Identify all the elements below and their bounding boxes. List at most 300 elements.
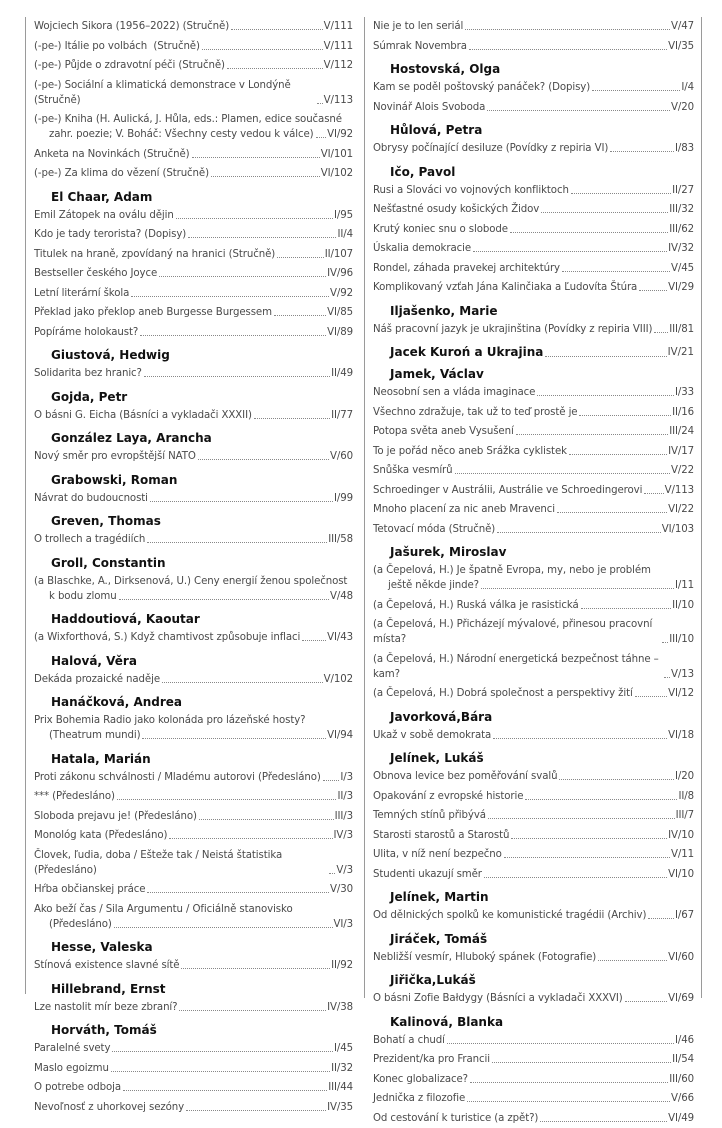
dot-leader: [192, 157, 320, 158]
index-entry: [373, 615, 694, 650]
index-entry: [373, 259, 694, 279]
page-ref: V/3: [336, 863, 353, 878]
entry-title: O trollech a tragédiích: [34, 532, 145, 547]
entry-title: (-pe-) Půjde o zdravotní péči (Stručně): [34, 58, 225, 73]
author-heading: [373, 1014, 694, 1031]
entry-title: Obrysy počínající desiluze (Povídky z repiria VI): [373, 141, 608, 156]
page-ref: I/11: [675, 578, 694, 593]
author-name: Hesse, Valeska: [51, 939, 153, 956]
dot-leader: [147, 542, 327, 543]
author-name: Iljašenko, Marie: [390, 303, 497, 320]
dot-leader: [176, 218, 333, 219]
page-ref: VI/101: [321, 147, 353, 162]
index-entry: [34, 264, 353, 284]
dot-leader: [467, 1101, 670, 1102]
entry-title: Proti zákonu schválnosti / Mladému autorovi (Předesláno): [34, 770, 321, 785]
page-ref: III/24: [669, 424, 694, 439]
index-entry: [34, 37, 353, 57]
entry-continuation-row: [373, 578, 694, 593]
index-entry: [34, 1078, 353, 1098]
entry-title: Súmrak Novembra: [373, 39, 467, 54]
entry-title: *** (Předesláno): [34, 789, 115, 804]
dot-leader: [188, 237, 336, 238]
page-ref: III/58: [328, 532, 353, 547]
entry-title-continuation: k bodu zlomu: [49, 589, 117, 604]
author-heading: [373, 889, 694, 906]
entry-continuation-row: [34, 917, 353, 932]
index-entry: [34, 807, 353, 827]
index-entry: [373, 767, 694, 787]
entry-title: Prezident/ka pro Francii: [373, 1052, 490, 1067]
index-entry: [34, 245, 353, 265]
dot-leader: [119, 599, 329, 600]
page-ref: I/46: [675, 1033, 694, 1048]
entry-continuation-row: [34, 728, 353, 743]
index-entry: [34, 56, 353, 76]
dot-leader: [579, 415, 671, 416]
dot-leader: [227, 68, 323, 69]
page-ref: V/113: [324, 93, 353, 108]
index-entry: [373, 1089, 694, 1109]
entry-title: (a Čepelová, H.) Národní energetická bezpečnost táhne – kam?: [373, 652, 662, 682]
page-ref: V/102: [324, 672, 353, 687]
author-heading: [34, 189, 353, 206]
dot-leader: [117, 799, 337, 800]
page-ref: VI/3: [334, 917, 354, 932]
index-entry: [34, 145, 353, 165]
author-name: Ičo, Pavol: [390, 164, 455, 181]
dot-leader: [114, 927, 333, 928]
page-ref: V/92: [330, 286, 353, 301]
index-entry: [34, 206, 353, 226]
page-ref: VI/18: [668, 728, 694, 743]
author-heading: [373, 122, 694, 139]
entry-title: Nie je to len seriál: [373, 19, 463, 34]
dot-leader: [644, 493, 663, 494]
entry-title-continuation: (Předesláno): [49, 917, 112, 932]
index-entry: [373, 98, 694, 118]
dot-leader: [112, 1051, 333, 1052]
entry-title: Tetovací móda (Stručně): [373, 522, 495, 537]
entry-title: O básni G. Eicha (Básníci a vykladači XXXII): [34, 408, 252, 423]
author-heading: [34, 389, 353, 406]
author-name: Hatala, Marián: [51, 751, 151, 768]
page-ref: I/45: [334, 1041, 353, 1056]
page-ref: VI/69: [668, 991, 694, 1006]
entry-title: Úskalia demokracie: [373, 241, 471, 256]
dot-leader: [511, 838, 667, 839]
dot-leader: [329, 873, 335, 874]
author-name: Jiráček, Tomáš: [390, 931, 487, 948]
author-heading: [373, 303, 694, 320]
entry-title: O básni Zofie Bałdygy (Básníci a vykladači XXXVI): [373, 991, 623, 1006]
page-ref: II/92: [331, 958, 353, 973]
index-entry: [373, 906, 694, 926]
entry-title: Dekáda prozaické naděje: [34, 672, 160, 687]
entry-title: (a Čepelová, H.) Dobrá společnost a perspektivy žití: [373, 686, 633, 701]
index-entry: [373, 520, 694, 540]
index-entry: [373, 78, 694, 98]
entry-title: (-pe-) Itálie po volbách (Stručně): [34, 39, 200, 54]
dot-leader: [648, 918, 674, 919]
index-entry: [373, 278, 694, 298]
dot-leader: [159, 276, 326, 277]
index-entry: [34, 110, 353, 145]
index-entry: [34, 670, 353, 690]
index-entry: [373, 1050, 694, 1070]
entry-title: Stínová existence slavné sítě: [34, 958, 179, 973]
dot-leader: [274, 315, 326, 316]
index-column-right: [364, 17, 702, 998]
author-heading: [34, 751, 353, 768]
entry-title: Prix Bohemia Radio jako kolonáda pro lázeňské hosty?: [34, 713, 353, 728]
dot-leader: [202, 49, 323, 50]
entry-title-continuation: zahr. poezie; V. Boháč: Všechny cesty vedou k válce): [49, 127, 314, 142]
page-ref: II/8: [678, 789, 694, 804]
page-ref: II/54: [672, 1052, 694, 1067]
page-ref: V/113: [665, 483, 694, 498]
page-ref: IV/17: [668, 444, 694, 459]
dot-leader: [493, 738, 667, 739]
index-entry: [34, 1059, 353, 1079]
entry-title: O potrebe odboja: [34, 1080, 121, 1095]
page-ref: II/16: [672, 405, 694, 420]
entry-title: Ulita, v níž není bezpečno: [373, 847, 502, 862]
author-name: Grabowski, Roman: [51, 472, 177, 489]
dot-leader: [537, 395, 674, 396]
entry-title: Neosobní sen a vláda imaginace: [373, 385, 535, 400]
index-entry: [34, 406, 353, 426]
entry-title: Komplikovaný vzťah Jána Kalinčiaka a Ľudovíta Štúra: [373, 280, 637, 295]
dot-leader: [540, 1121, 667, 1122]
dot-leader: [557, 512, 667, 513]
index-entry: [34, 530, 353, 550]
dot-leader: [516, 434, 668, 435]
page-ref: IV/35: [327, 1100, 353, 1115]
index-entry: [373, 320, 694, 340]
author-heading: [373, 344, 694, 361]
author-heading: [373, 972, 694, 989]
entry-title: Schroedinger v Austrálii, Austrálie ve Schroedingerovi: [373, 483, 642, 498]
author-name: El Chaar, Adam: [51, 189, 152, 206]
dot-leader: [639, 290, 667, 291]
dot-leader: [254, 418, 330, 419]
dot-leader: [510, 232, 668, 233]
column-content: [373, 17, 694, 1128]
index-entry: [373, 1109, 694, 1128]
entry-title: (-pe-) Kniha (H. Aulická, J. Hůla, eds.: Plamen, edice současné: [34, 112, 353, 127]
dot-leader: [581, 608, 671, 609]
index-entry: [373, 220, 694, 240]
page-ref: IV/21: [668, 344, 694, 361]
author-name: Jelínek, Martin: [390, 889, 489, 906]
entry-title: Popíráme holokaust?: [34, 325, 138, 340]
entry-continuation-row: [34, 589, 353, 604]
author-name: Jelínek, Lukáš: [390, 750, 484, 767]
page-ref: VI/35: [668, 39, 694, 54]
page-ref: V/45: [671, 261, 694, 276]
page-ref: IV/32: [668, 241, 694, 256]
index-entry: [373, 865, 694, 885]
entry-title: Konec globalizace?: [373, 1072, 468, 1087]
index-entry: [34, 768, 353, 788]
page-ref: VI/103: [662, 522, 694, 537]
page-ref: I/20: [675, 769, 694, 784]
entry-title: Ukaž v sobě demokrata: [373, 728, 491, 743]
index-entry: [34, 1039, 353, 1059]
dot-leader: [635, 696, 667, 697]
index-entry: [373, 200, 694, 220]
index-entry: [373, 37, 694, 57]
dot-leader: [186, 1110, 326, 1111]
index-entry: [34, 846, 353, 881]
dot-leader: [455, 473, 671, 474]
dot-leader: [541, 212, 668, 213]
page-ref: VI/102: [321, 166, 353, 181]
author-heading: [34, 981, 353, 998]
dot-leader: [571, 193, 671, 194]
page-ref: V/47: [671, 19, 694, 34]
dot-leader: [525, 799, 677, 800]
entry-title: Maslo egoizmu: [34, 1061, 109, 1076]
index-entry: [34, 303, 353, 323]
index-entry: [373, 561, 694, 596]
page-ref: VI/22: [668, 502, 694, 517]
page-ref: II/77: [331, 408, 353, 423]
index-entry: [373, 481, 694, 501]
page-ref: V/111: [324, 19, 353, 34]
entry-title: Obnova levice bez poměřování svalů: [373, 769, 557, 784]
author-name: Jacek Kuroń a Ukrajina: [390, 344, 543, 361]
author-name: Jašurek, Miroslav: [390, 544, 506, 561]
entry-title: Mnoho placení za nic aneb Mravenci: [373, 502, 555, 517]
index-entry: [34, 1098, 353, 1118]
author-name: Hanáčková, Andrea: [51, 694, 182, 711]
entry-title: Bestseller českého Joyce: [34, 266, 157, 281]
dot-leader: [162, 682, 323, 683]
page-ref: I/33: [675, 385, 694, 400]
entry-title: Starosti starostů a Starostů: [373, 828, 509, 843]
dot-leader: [488, 818, 675, 819]
index-entry: [34, 164, 353, 184]
entry-title-continuation: (Theatrum mundi): [49, 728, 140, 743]
author-name: Hillebrand, Ernst: [51, 981, 166, 998]
index-column-left: [25, 17, 346, 994]
entry-title: Sloboda prejavu je! (Předesláno): [34, 809, 197, 824]
dot-leader: [504, 857, 670, 858]
page-ref: VI/49: [668, 1111, 694, 1126]
index-entry: [373, 422, 694, 442]
index-entry: [34, 787, 353, 807]
page-ref: III/60: [669, 1072, 694, 1087]
author-name: González Laya, Arancha: [51, 430, 212, 447]
index-entry: [373, 181, 694, 201]
dot-leader: [562, 271, 670, 272]
page-ref: V/11: [671, 847, 694, 862]
author-heading: [34, 555, 353, 572]
dot-leader: [131, 296, 329, 297]
entry-title: Nešťastné osudy košických Židov: [373, 202, 539, 217]
page-ref: IV/3: [334, 828, 354, 843]
entry-title: Wojciech Sikora (1956–2022) (Stručně): [34, 19, 229, 34]
index-entry: [373, 684, 694, 704]
index-entry: [34, 826, 353, 846]
dot-leader: [484, 877, 667, 878]
dot-leader: [302, 640, 326, 641]
author-name: Hůlová, Petra: [390, 122, 482, 139]
author-name: Gojda, Petr: [51, 389, 127, 406]
dot-leader: [142, 738, 326, 739]
dot-leader: [465, 29, 670, 30]
page-ref: III/10: [669, 632, 694, 647]
index-entry: [34, 489, 353, 509]
page-ref: V/22: [671, 463, 694, 478]
entry-title: Opakování z evropské historie: [373, 789, 523, 804]
entry-title: Od cestování k turistice (a zpět?): [373, 1111, 538, 1126]
entry-title: (a Čepelová, H.) Je špatně Evropa, my, nebo je problém: [373, 563, 694, 578]
page-ref: IV/10: [668, 828, 694, 843]
entry-title: Rondel, záhada pravekej architektúry: [373, 261, 560, 276]
entry-title: Paralelné svety: [34, 1041, 110, 1056]
author-heading: [34, 430, 353, 447]
dot-leader: [147, 892, 329, 893]
page-ref: V/30: [330, 882, 353, 897]
index-entry: [34, 628, 353, 648]
column-content: [34, 17, 353, 1117]
index-entry: [34, 284, 353, 304]
page-ref: III/81: [669, 322, 694, 337]
index-entry: [373, 948, 694, 968]
page-ref: VI/94: [327, 728, 353, 743]
entry-title: Krutý koniec snu o slobode: [373, 222, 508, 237]
entry-title: Nevoľnosť z uhorkovej sezóny: [34, 1100, 184, 1115]
entry-title: Bohatí a chudí: [373, 1033, 445, 1048]
entry-title: Titulek na hraně, zpovídaný na hranici (Stručně): [34, 247, 275, 262]
index-entry: [34, 711, 353, 746]
page-ref: V/48: [330, 589, 353, 604]
dot-leader: [598, 960, 667, 961]
page-ref: III/32: [669, 202, 694, 217]
page-ref: III/3: [335, 809, 353, 824]
index-entry: [34, 364, 353, 384]
entry-title: Anketa na Novinkách (Stručně): [34, 147, 190, 162]
page-ref: I/4: [681, 80, 694, 95]
dot-leader: [199, 819, 334, 820]
page-ref: II/107: [325, 247, 353, 262]
entry-title: Ako beží čas / Sila Argumentu / Oficiálně stanovisko: [34, 902, 353, 917]
index-entry: [34, 572, 353, 607]
dot-leader: [123, 1090, 327, 1091]
entry-title: (a Wixforthová, S.) Když chamtivost způsobuje inflaci: [34, 630, 300, 645]
dot-leader: [569, 454, 667, 455]
author-heading: [373, 366, 694, 383]
author-name: Giustová, Hedwig: [51, 347, 170, 364]
page-ref: V/13: [671, 667, 694, 682]
entry-continuation-row: [34, 127, 353, 142]
page-ref: IV/96: [327, 266, 353, 281]
dot-leader: [592, 90, 680, 91]
index-entry: [373, 726, 694, 746]
author-heading: [373, 61, 694, 78]
page-ref: V/60: [330, 449, 353, 464]
page-ref: IV/38: [327, 1000, 353, 1015]
author-name: Kalinová, Blanka: [390, 1014, 503, 1031]
entry-title: To je pořád něco aneb Srážka cyklistek: [373, 444, 567, 459]
entry-title: Lze nastolit mír beze zbraní?: [34, 1000, 177, 1015]
dot-leader: [323, 780, 340, 781]
dot-leader: [181, 968, 330, 969]
index-entry: [373, 383, 694, 403]
index-entry: [373, 139, 694, 159]
index-entry: [34, 17, 353, 37]
page-ref: I/83: [675, 141, 694, 156]
entry-title-continuation: ještě někde jinde?: [388, 578, 479, 593]
index-entry: [373, 596, 694, 616]
page-ref: V/20: [671, 100, 694, 115]
index-entry: [34, 956, 353, 976]
index-entry: [373, 806, 694, 826]
author-name: Haddoutiová, Kaoutar: [51, 611, 200, 628]
entry-title: Návrat do budoucnosti: [34, 491, 148, 506]
page-ref: VI/29: [668, 280, 694, 295]
entry-title: Hŕba občianskej práce: [34, 882, 145, 897]
author-heading: [34, 1022, 353, 1039]
page-ref: III/44: [328, 1080, 353, 1095]
page-ref: VI/85: [327, 305, 353, 320]
page-ref: I/95: [334, 208, 353, 223]
author-heading: [34, 939, 353, 956]
dot-leader: [198, 459, 329, 460]
entry-title: Jednička z filozofie: [373, 1091, 465, 1106]
author-name: Groll, Constantin: [51, 555, 165, 572]
dot-leader: [492, 1062, 671, 1063]
author-heading: [373, 931, 694, 948]
page-ref: V/66: [671, 1091, 694, 1106]
entry-title: Snůška vesmírů: [373, 463, 453, 478]
entry-title: (a Čepelová, H.) Přicházejí mývalové, přinesou pracovní místa?: [373, 617, 660, 647]
dot-leader: [469, 49, 667, 50]
dot-leader: [481, 588, 674, 589]
index-entry: [34, 225, 353, 245]
page-ref: V/111: [324, 39, 353, 54]
page-ref: I/3: [340, 770, 353, 785]
page-ref: II/3: [337, 789, 353, 804]
page-ref: I/99: [334, 491, 353, 506]
index-entry: [373, 442, 694, 462]
dot-leader: [470, 1082, 668, 1083]
author-heading: [373, 750, 694, 767]
dot-leader: [111, 1071, 330, 1072]
entry-title: Všechno zdražuje, tak už to teď prostě je: [373, 405, 577, 420]
entry-title: Emil Zátopek na oválu dějin: [34, 208, 174, 223]
entry-title: Od dělnických spolků ke komunistické tragédii (Archiv): [373, 908, 646, 923]
index-entry: [34, 998, 353, 1018]
page-ref: VI/60: [668, 950, 694, 965]
entry-title: Letní literární škola: [34, 286, 129, 301]
index-entry: [373, 989, 694, 1009]
index-entry: [373, 845, 694, 865]
page-ref: VI/43: [327, 630, 353, 645]
index-entry: [373, 1031, 694, 1051]
page-ref: III/62: [669, 222, 694, 237]
index-entry: [34, 900, 353, 935]
author-name: Jiřička,Lukáš: [390, 972, 476, 989]
entry-title: Novinář Alois Svoboda: [373, 100, 485, 115]
dot-leader: [144, 376, 330, 377]
index-entry: [373, 1070, 694, 1090]
dot-leader: [140, 335, 326, 336]
index-entry: [373, 500, 694, 520]
